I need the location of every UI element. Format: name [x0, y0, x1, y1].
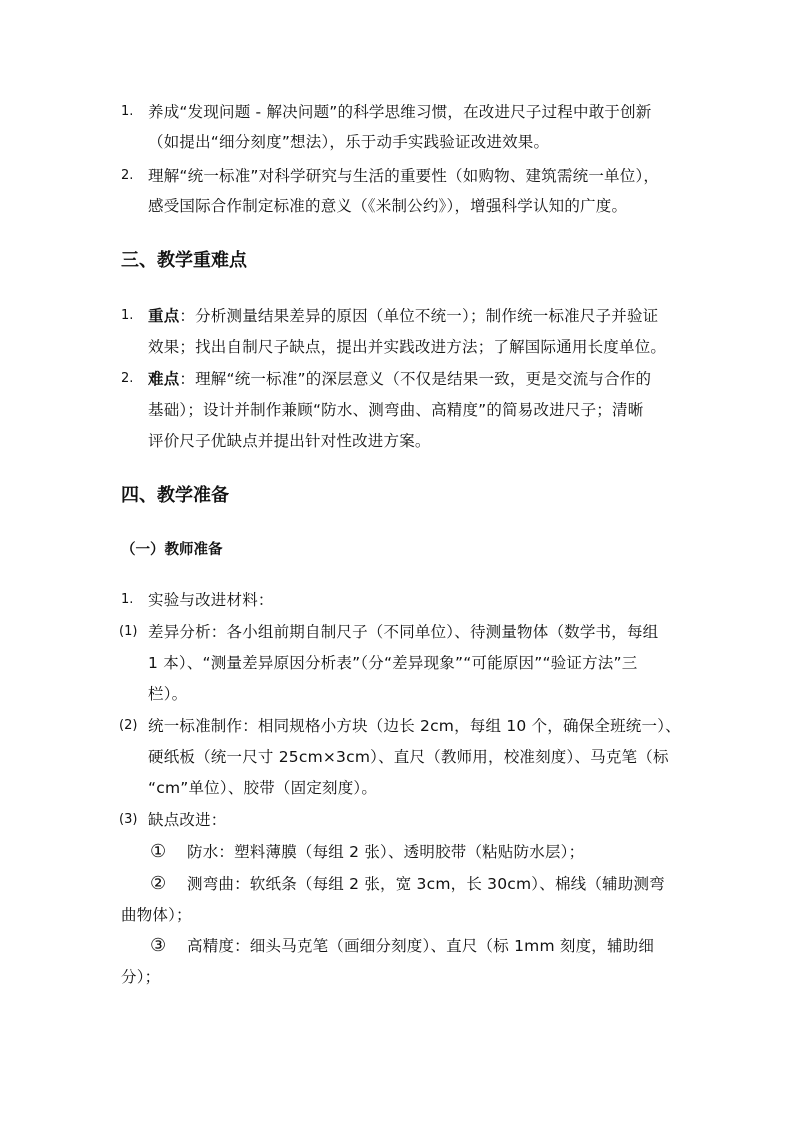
subsection-heading: （一）教师准备 — [121, 542, 223, 558]
list-item-text: 测弯曲：软纸条（每组 2 张，宽 3cm，长 30cm）、棉线（辅助测弯 — [187, 875, 665, 893]
list-number: 1. — [121, 308, 134, 323]
list-item-text: 统一标准制作：相同规格小方块（边长 2cm，每组 10 个，确保全班统一）、 — [148, 717, 681, 735]
list-number: 1. — [121, 592, 134, 607]
list-number: 1. — [121, 104, 134, 119]
list-item-content: ：分析测量结果差异的原因（单位不统一）；制作统一标准尺子并验证 — [179, 307, 659, 325]
list-item-text: 理解“统一标准”对科学研究与生活的重要性（如购物、建筑需统一单位）， — [148, 167, 660, 185]
list-number: (3) — [119, 812, 138, 827]
list-item-text: （如提出“细分刻度”想法），乐于动手实践验证改进效果。 — [148, 133, 550, 151]
label-difficulty: 难点 — [148, 370, 180, 388]
list-item-text: 曲物体）； — [121, 906, 192, 924]
list-item-text: 防水：塑料薄膜（每组 2 张）、透明胶带（粘贴防水层）； — [187, 843, 585, 861]
section-heading: 四、教学准备 — [121, 485, 229, 506]
circled-number-2: ② — [150, 873, 167, 894]
section-heading: 三、教学重难点 — [121, 250, 247, 271]
list-number: (2) — [119, 718, 138, 733]
list-item-text — [148, 306, 658, 326]
list-item-text: 1 本）、“测量差异原因分析表”（分“差异现象”“可能原因”“验证方法”三 — [148, 654, 638, 672]
list-item-text: 基础）；设计并制作兼顾“防水、测弯曲、高精度”的简易改进尺子；清晰 — [148, 401, 644, 419]
list-item-text: 硬纸板（统一尺寸 25cm×3cm）、直尺（教师用，校准刻度）、马克笔（标 — [148, 748, 669, 766]
list-number: 2. — [121, 168, 134, 183]
list-item-text: 效果；找出自制尺子缺点，提出并实践改进方法；了解国际通用长度单位。 — [148, 338, 667, 356]
list-item-text: 栏）。 — [148, 685, 188, 703]
circled-number-1: ① — [150, 841, 167, 862]
list-item-text: 高精度：细头马克笔（画细分刻度）、直尺（标 1mm 刻度，辅助细 — [187, 937, 655, 955]
list-item-text: “cm”单位）、胶带（固定刻度）。 — [148, 779, 378, 797]
label-key-point: 重点 — [148, 307, 180, 325]
list-number: (1) — [119, 624, 138, 639]
list-item-text: 感受国际合作制定标准的意义（《米制公约》），增强科学认知的广度。 — [148, 197, 628, 215]
list-item-text: 评价尺子优缺点并提出针对性改进方案。 — [148, 432, 431, 450]
list-item-text: 差异分析：各小组前期自制尺子（不同单位）、待测量物体（数学书，每组 — [148, 623, 659, 641]
list-item-content: ：理解“统一标准”的深层意义（不仅是结果一致，更是交流与合作的 — [179, 370, 652, 388]
list-item-text: 缺点改进： — [148, 811, 227, 829]
list-item-text: 分）； — [121, 968, 161, 986]
list-number: 2. — [121, 371, 134, 386]
list-item-text: 实验与改进材料： — [148, 591, 274, 609]
list-item-text — [148, 369, 651, 389]
list-item-text: 养成“发现问题 - 解决问题”的科学思维习惯，在改进尺子过程中敢于创新 — [148, 103, 652, 121]
circled-number-3: ③ — [150, 935, 167, 956]
